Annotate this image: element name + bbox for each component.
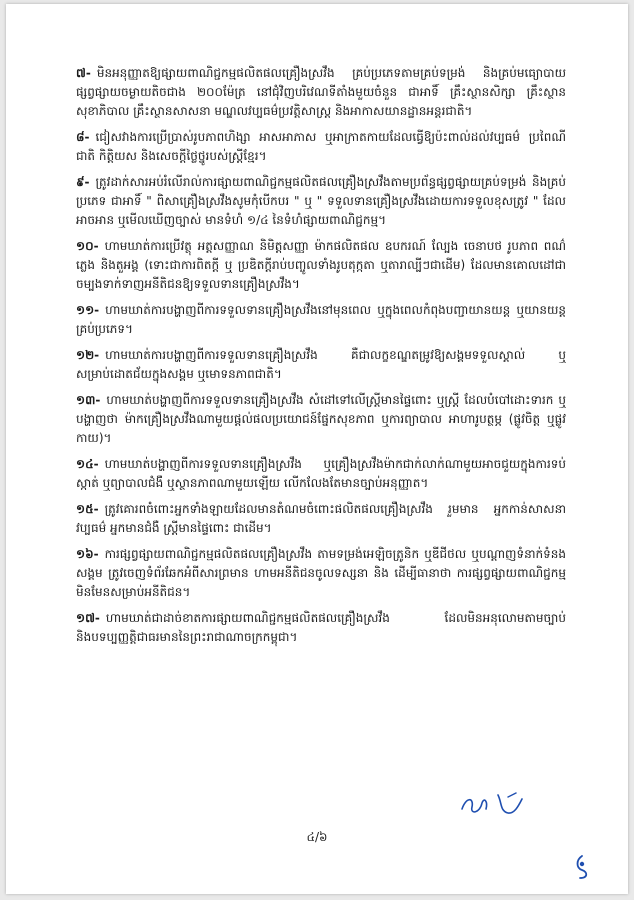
item-text: ហាមឃាត់បង្ហាញពីការទទួលទានគ្រឿងស្រវឹង ឬគ្រឿងស្រវឹងម៉ាកជាក់លាក់ណាមួយអាចជួយក្នុងការទប់ស្កាត់ ឬព្យាបាលជំងឺ ឬស្ថានភាពណាមួយឡើយ លើកលែងតែមានច្បាប់អនុញ្ញាត។	[76, 457, 566, 490]
item-number: ៩-	[76, 175, 90, 189]
list-item	[76, 455, 566, 493]
item-text: មិនអនុញ្ញាតឱ្យផ្សាយពាណិជ្ជកម្មផលិតផលគ្រឿងស្រវឹង គ្រប់ប្រភេទតាមគ្រប់ទម្រង់ និងគ្រប់មធ្យោបាយផ្សព្វផ្សាយចម្ងាយតិចជាង ២០០ម៉ែត្រ នៅជុំវិញបរិវេណទីតាំងមួយចំនួន ជាអាទិ៍ គ្រឹះស្ថានសិក្សា គ្រឹះស្ថានសុខាភិបាល គ្រឹះស្ថានសាសនា មណ្ឌលវប្បធម៌ប្រវត្តិសាស្ត្រ និងអាកាសយានដ្ឋានអន្តរជាតិ។	[76, 66, 566, 118]
item-text: ការផ្សព្វផ្សាយពាណិជ្ជកម្មផលិតផលគ្រឿងស្រវឹង តាមទម្រង់អេឡិចត្រូនិក ឬឌីជីថល ឬបណ្តាញទំនាក់ទំនងសង្គម ត្រូវចេញទំព័រឆែកអំពីសារព្រមាន ហាមអនីតិជនចូលទស្សនា និង ដើម្បីធានាថា ការផ្សព្វផ្សាយពាណិជ្ជកម្មមិនមែនសម្រាប់អនីតិជន។	[76, 547, 566, 599]
item-text: ហាមឃាត់ការបង្ហាញពីការទទួលទានគ្រឿងស្រវឹង គឺជាលក្ខខណ្ឌតម្រូវឱ្យសង្គមទទួលស្គាល់ ឬសម្រាប់ដោតជ័យក្នុងសង្គម ឬមោទនភាពជាតិ។	[76, 348, 566, 381]
item-number: ១២-	[76, 348, 100, 362]
list-item	[76, 500, 566, 538]
item-text: ហាមឃាត់ជាដាច់ខាតការផ្សាយពាណិជ្ជកម្មផលិតផលគ្រឿងស្រវឹង ដែលមិនអនុលោមតាមច្បាប់ និងបទប្បញ្ញត្តិជាធរមាននៃព្រះរាជាណាចក្រកម្ពុជា។	[76, 611, 566, 644]
item-number: ៧-	[76, 66, 91, 80]
item-text: ហាមឃាត់ការប្រើវត្ថុ អត្តសញ្ញាណ និមិត្តសញ្ញា ម៉ាកផលិតផល ឧបករណ៍ ល្បែង ចេនាបថ រូបភាព ពណ៌ ភ្លេង និងតួអង្គ (ទោះជាការពិតក្តី ឬ ប្រឌិតក្តីរាប់បញ្ចូលទាំងរូបតុក្កតា ឬតារាល្បីៗជាដើម) ដែលមានគោលដៅជាចម្បងទាក់ទាញអនីតិជនឱ្យទទួលទានគ្រឿងស្រវឹង។	[76, 239, 566, 291]
initial-mark	[572, 852, 592, 880]
list-item	[76, 346, 566, 384]
page-number: ៤/៦	[306, 830, 328, 844]
item-number: ១៤-	[76, 457, 99, 471]
list-item	[76, 173, 566, 230]
item-number: ១៥-	[76, 502, 99, 516]
document-page	[6, 4, 628, 894]
list-item	[76, 609, 566, 647]
list-item	[76, 237, 566, 294]
list-item	[76, 128, 566, 166]
item-text: ហាមឃាត់ការបង្ហាញពីការទទួលទានគ្រឿងស្រវឹងនៅមុនពេល ឬក្នុងពេលកំពុងបញ្ជាយានយន្ត ឬយានយន្តគ្រប់ប្រភេទ។	[76, 303, 566, 336]
item-number: ១៣-	[76, 393, 101, 407]
list-item	[76, 64, 566, 121]
item-number: ១០-	[76, 239, 99, 253]
list-item	[76, 545, 566, 602]
signature-initials	[458, 789, 528, 819]
item-text: ត្រូវគោរពចំពោះអ្នកទាំងឡាយដែលមានតំណមចំពោះផលិតផលគ្រឿងស្រវឹង រួមមាន អ្នកកាន់សាសនា វប្បធម៌ អ្នកមានជំងឺ ស្ត្រីមានផ្ទៃពោះ ជាដើម។	[76, 502, 566, 535]
item-number: ៨-	[76, 130, 90, 144]
item-text: ជៀសវាងការប្រើប្រាស់រូបភាពហិង្សា អាសអាភាស ឬអាក្រាតកាយដែលធ្វើឱ្យប៉ះពាល់ដល់វប្បធម៌ ប្រពៃណីជាតិ កិត្តិយស និងសេចក្តីថ្លៃថ្នូរបស់ស្ត្រីខ្មែរ។	[76, 130, 566, 163]
item-number: ១១-	[76, 303, 100, 317]
list-item	[76, 391, 566, 448]
document-body	[76, 64, 566, 654]
item-text: ត្រូវដាក់សារអប់រំលើរាល់ការផ្សាយពាណិជ្ជកម្មផលិតផលគ្រឿងស្រវឹងតាមប្រព័ន្ធផ្សព្វផ្សាយគ្រប់ទម្រង់ និងគ្រប់ប្រភេទ ជាអាទិ៍ " ពិសាគ្រឿងស្រវឹងសូមកុំបើកបរ " ឬ " ទទួលទានគ្រឿងស្រវឹងដោយការទទួលខុសត្រូវ " ដែលអាចអាន ឬមើលឃើញច្បាស់ មានទំហំ ១/៤ នៃទំហំផ្សាយពាណិជ្ជកម្ម។	[76, 175, 566, 227]
item-number: ១៧-	[76, 611, 100, 625]
item-text: ហាមឃាត់បង្ហាញពីការទទួលទានគ្រឿងស្រវឹង សំដៅទៅលើស្ត្រីមានផ្ទៃពោះ ឬស្ត្រី ដែលបំបៅដោះទារក ឬបង្ហាញថា ម៉ាកគ្រឿងស្រវឹងណាមួយផ្តល់ផលប្រយោជន៍ផ្នែកសុខភាព ឬការព្យាបាល អាហារូបត្ថម្ភ (ផ្លូវចិត្ត ឬផ្លូវកាយ)។	[76, 393, 566, 445]
list-item	[76, 301, 566, 339]
item-number: ១៦-	[76, 547, 99, 561]
